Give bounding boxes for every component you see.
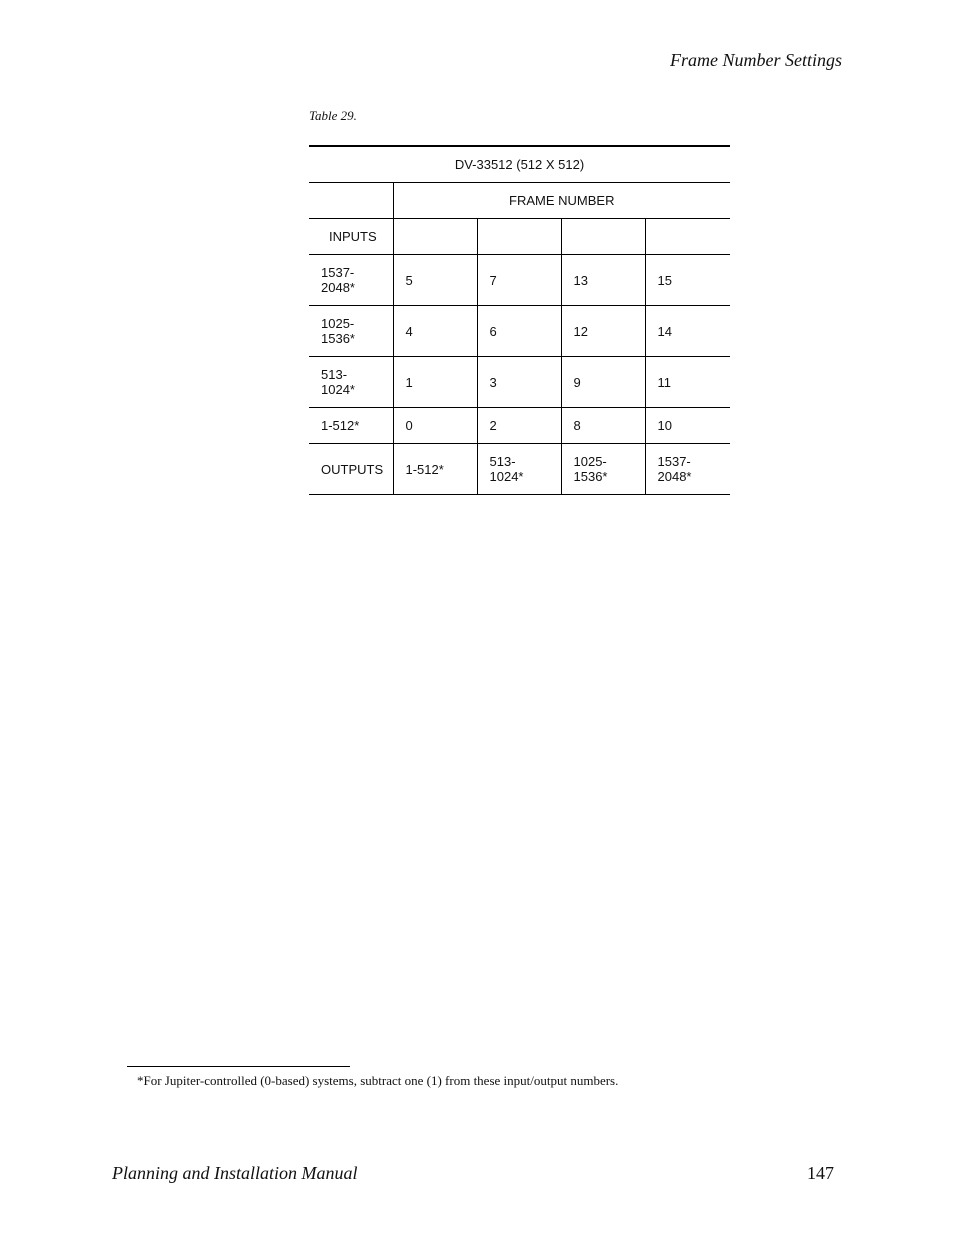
table-row	[309, 255, 730, 306]
table-title: DV-33512 (512 X 512)	[309, 146, 730, 183]
frame-number-cell: 13	[561, 255, 645, 306]
frame-number-cell: 15	[645, 255, 730, 306]
frame-number-cell: 7	[477, 255, 561, 306]
empty-cell	[477, 219, 561, 255]
empty-cell	[561, 219, 645, 255]
output-range-cell: 513- 1024*	[477, 444, 561, 495]
frame-number-cell: 11	[645, 357, 730, 408]
frame-number-cell: 6	[477, 306, 561, 357]
frame-number-cell: 5	[393, 255, 477, 306]
empty-cell	[645, 219, 730, 255]
table-caption: Table 29.	[309, 108, 357, 123]
output-range-cell: 1025- 1536*	[561, 444, 645, 495]
outputs-row	[309, 444, 730, 495]
input-range-cell: 1-512*	[309, 408, 393, 444]
table-row	[309, 357, 730, 408]
footnote: *For Jupiter-controlled (0-based) systems, subtract one (1) from these input/output numbers.	[137, 1073, 619, 1088]
frame-number-header: FRAME NUMBER	[393, 183, 730, 219]
input-range-cell: 513- 1024*	[309, 357, 393, 408]
table-title-row	[309, 146, 730, 183]
frame-number-cell: 4	[393, 306, 477, 357]
frame-number-cell: 1	[393, 357, 477, 408]
frame-number-cell: 0	[393, 408, 477, 444]
running-header: Frame Number Settings	[670, 50, 842, 70]
frame-number-header-row	[309, 183, 730, 219]
output-range-cell: 1537- 2048*	[645, 444, 730, 495]
inputs-header-row	[309, 219, 730, 255]
inputs-header: INPUTS	[309, 219, 393, 255]
empty-cell	[309, 183, 393, 219]
footer-page-number: 147	[807, 1163, 834, 1183]
frame-number-cell: 9	[561, 357, 645, 408]
frame-number-cell: 14	[645, 306, 730, 357]
footer-manual-title: Planning and Installation Manual	[112, 1163, 358, 1183]
frame-number-cell: 2	[477, 408, 561, 444]
empty-cell	[393, 219, 477, 255]
input-range-cell: 1537- 2048*	[309, 255, 393, 306]
table-row	[309, 306, 730, 357]
frame-number-cell: 8	[561, 408, 645, 444]
footnote-rule	[127, 1066, 350, 1067]
frame-number-cell: 12	[561, 306, 645, 357]
outputs-label: OUTPUTS	[309, 444, 393, 495]
output-range-cell: 1-512*	[393, 444, 477, 495]
frame-number-cell: 3	[477, 357, 561, 408]
frame-number-table	[309, 145, 730, 495]
input-range-cell: 1025- 1536*	[309, 306, 393, 357]
frame-number-cell: 10	[645, 408, 730, 444]
table-row	[309, 408, 730, 444]
